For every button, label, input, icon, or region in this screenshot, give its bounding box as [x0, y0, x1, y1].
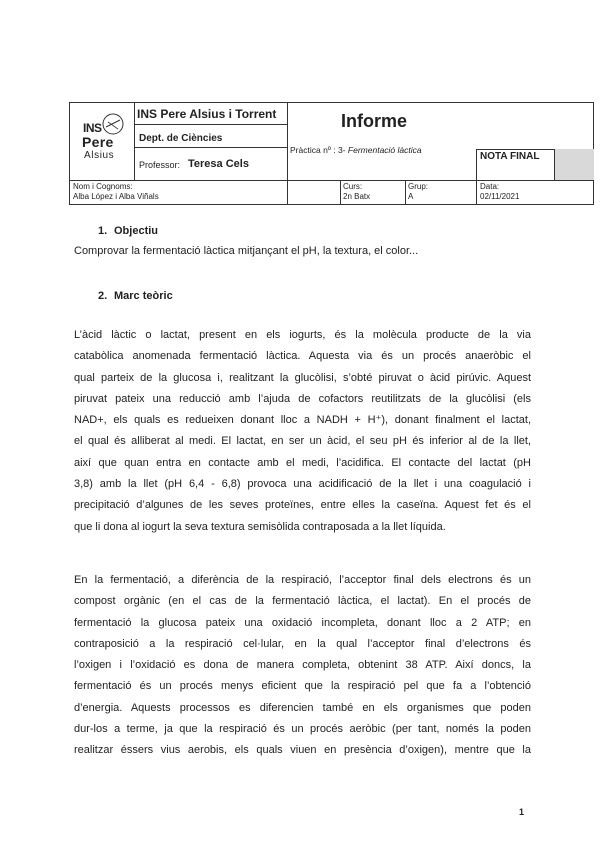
logo-ins-text: INS	[83, 121, 102, 135]
name-value: Alba López i Alba Viñals	[73, 192, 159, 201]
report-title: Informe	[341, 111, 408, 131]
paragraph-line: d’energia. Aquests processos es diferencien també en els organismes que poden	[74, 701, 531, 714]
paragraph-line: catabòlica anomenada fermentació làctica. Aquesta via és un procés anaeròbic el	[74, 350, 531, 363]
logo-alsius-text: Alsius	[84, 150, 115, 161]
paragraph-line: dur-los a terme, ja que la respiració és un procés aeròbic (per tant, només la poden	[74, 723, 531, 736]
practice-name: Fermentació làctica	[347, 145, 422, 155]
grade-label: NOTA FINAL	[480, 151, 540, 162]
paragraph-line: compost orgànic (en el cas de la fermentació làctica, el lactat). En el procés de	[74, 595, 531, 608]
school-logo	[74, 107, 134, 163]
section-number: 1.	[98, 225, 108, 237]
paragraph-line: qual parteix de la glucosa i, realitzant la glucòlisi, s’obté piruvat o àcid pirúvic. Aquest	[74, 371, 531, 384]
section-title: Objectiu	[114, 225, 159, 237]
paragraph-line: En la fermentació, a diferència de la respiració, l’acceptor final dels electrons és un	[74, 574, 531, 586]
name-label: Nom i Cognoms:	[73, 182, 133, 191]
paragraph-line: realitzar éssers vius aerobis, els quals viuen en presència d’oxigen), mentre que la	[74, 744, 531, 757]
paragraph-line: així que quan entra en contacte amb el medi, l’acidifica. El contacte del lactat (pH	[74, 456, 531, 469]
department: Dept. de Ciències	[139, 133, 223, 144]
professor-name: Teresa Cels	[188, 158, 249, 170]
grade-box	[555, 149, 594, 180]
practice-label: Pràctica nº : 3-	[290, 145, 346, 155]
paragraph-line: contraposició a la respiració cel·lular, en la qual l’acceptor final d’electrons és	[74, 637, 531, 650]
group-label: Grup:	[408, 182, 429, 191]
course-label: Curs:	[343, 182, 363, 191]
objective-text: Comprovar la fermentació làctica mitjançant el pH, la textura, el color...	[74, 245, 419, 257]
date-label: Data:	[480, 182, 500, 191]
paragraph-line: precipitació d’algunes de les seves proteïnes, entre elles la caseïna. Aquest fet és el	[74, 499, 531, 512]
logo-pere-text: Pere	[82, 134, 114, 150]
paragraph-line: l’oxigen i l’oxidació es dona de manera completa, obtenint 38 ATP. Així doncs, la	[74, 659, 531, 672]
paragraph-line: el qual és alliberat al medi. El lactat, en ser un àcid, el seu pH és inferior al de la llet,	[74, 435, 531, 448]
paragraph-line: L’àcid làctic o lactat, present en els iogurts, és la molècula producte de la via	[74, 329, 531, 341]
section-heading-marc-teoric	[98, 290, 173, 302]
paragraph-line: piruvat pateix una reducció amb l’ajuda de cofactors reutilitzats de la glucòlisi (els	[74, 392, 531, 405]
paragraph-line: fermentació la glucosa pateix una oxidació incompleta, donant lloc a 2 ATP; en	[74, 616, 531, 629]
professor-label: Professor:	[139, 160, 181, 170]
section-heading-objectiu	[98, 225, 158, 237]
school-name: INS Pere Alsius i Torrent	[137, 107, 277, 121]
group-value: A	[408, 192, 414, 201]
paragraph-line: fermentació és un procés menys eficient que la respiració pel que fa a l’obtenció	[74, 680, 531, 693]
section-number: 2.	[98, 290, 108, 302]
paragraph-2	[74, 570, 531, 762]
paragraph-line: 3,8) amb la llet (pH 6,4 - 6,8) provoca una acidificació de la llet i una coagulació i	[74, 478, 531, 491]
paragraph-line: que li dona al iogurt la seva textura semisòlida contraposada a la llet líquida.	[74, 520, 446, 533]
section-title: Marc teòric	[114, 290, 173, 302]
paragraph-line: NAD+, els quals es redueixen donant lloc a NADH + H⁺), donant finalment el lactat,	[74, 414, 531, 427]
practice-line	[290, 145, 422, 155]
paragraph-1	[74, 325, 531, 538]
header-table	[69, 102, 594, 205]
date-value: 02/11/2021	[480, 192, 520, 201]
course-value: 2n Batx	[343, 192, 371, 201]
page-number: 1	[519, 807, 525, 817]
